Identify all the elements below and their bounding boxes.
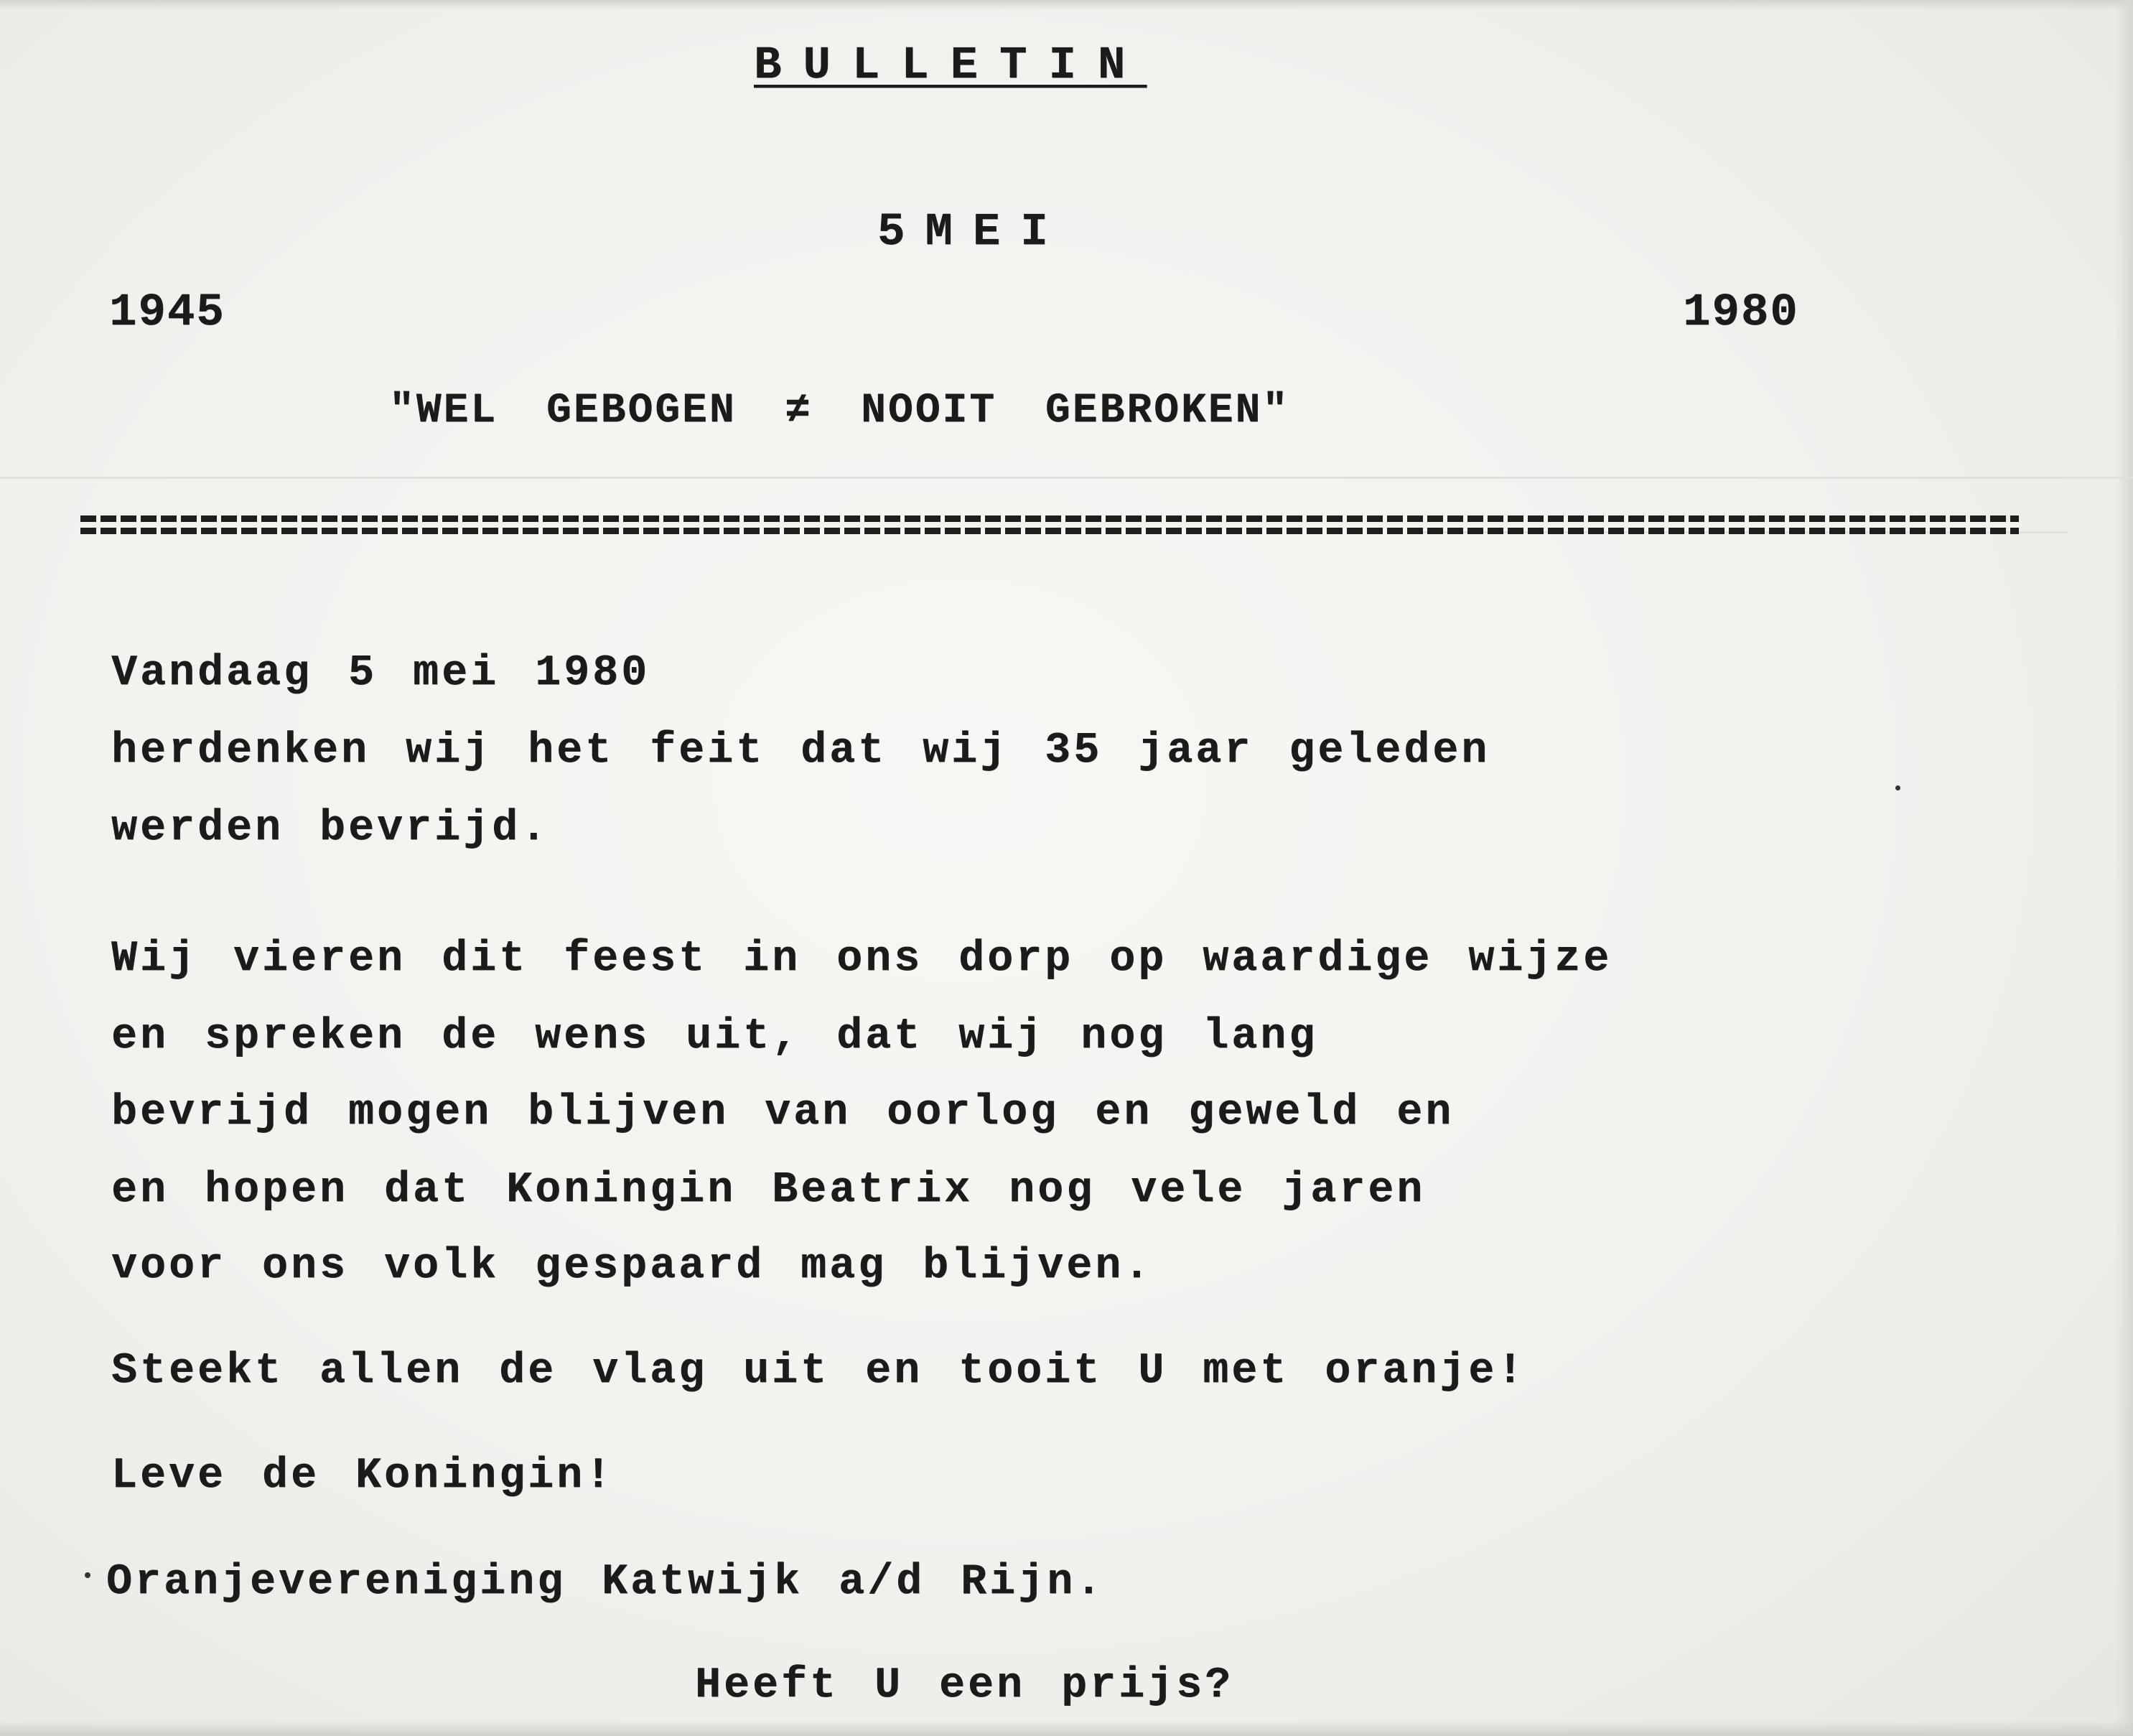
motto: "WEL GEBOGEN ≠ NOOIT GEBROKEN" bbox=[389, 388, 1290, 434]
body-line: en hopen dat Koningin Beatrix nog vele jaren bbox=[111, 1166, 1426, 1215]
show-through-line bbox=[0, 477, 2133, 479]
body-line: herdenken wij het feit dat wij 35 jaar geleden bbox=[111, 727, 1490, 775]
body-line: voor ons volk gespaard mag blijven. bbox=[111, 1242, 1153, 1291]
body-line: Vandaag 5 mei 1980 bbox=[111, 649, 650, 698]
year-1945: 1945 bbox=[109, 287, 225, 339]
ink-speck bbox=[1895, 785, 1900, 790]
closing-question: Heeft U een prijs? bbox=[695, 1661, 1234, 1710]
call-to-action: Steekt allen de vlag uit en tooit U met oranje! bbox=[111, 1347, 1526, 1396]
bulletin-title: BULLETIN bbox=[754, 40, 1147, 92]
cheer-line: Leve de Koningin! bbox=[111, 1452, 615, 1501]
double-rule-divider bbox=[80, 515, 2019, 534]
body-line: Wij vieren dit feest in ons dorp op waardige wijze bbox=[111, 935, 1612, 984]
paper-edge-right bbox=[2115, 0, 2133, 1736]
body-line: bevrijd mogen blijven van oorlog en geweld en bbox=[111, 1088, 1455, 1137]
year-1980: 1980 bbox=[1683, 287, 1799, 339]
paper-edge-top bbox=[0, 0, 2133, 10]
body-line: en spreken de wens uit, dat wij nog lang bbox=[111, 1012, 1318, 1061]
date-heading: 5MEI bbox=[877, 207, 1068, 258]
bullet-mark bbox=[85, 1572, 90, 1578]
signature-organization: Oranjevereniging Katwijk a/d Rijn. bbox=[106, 1558, 1105, 1607]
paper-edge-bottom bbox=[0, 1720, 2133, 1736]
body-line: werden bevrijd. bbox=[111, 804, 550, 853]
